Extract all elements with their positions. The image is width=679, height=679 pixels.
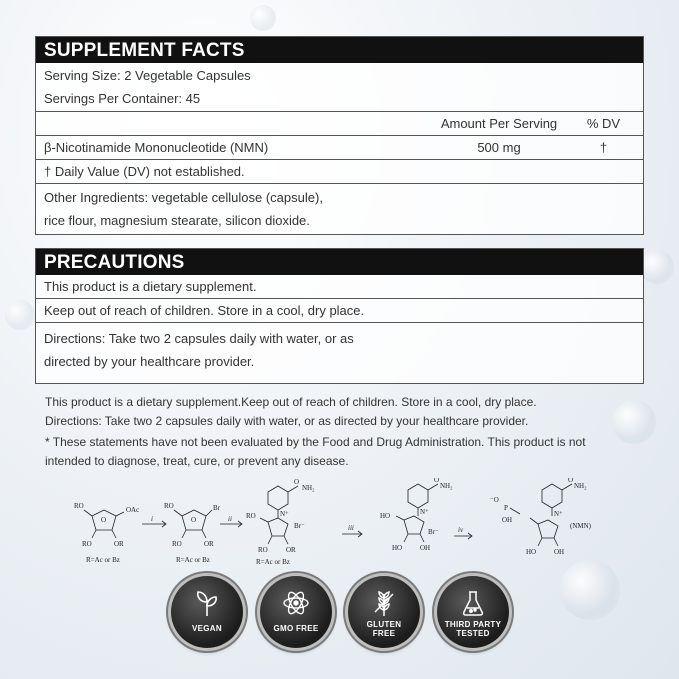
badge-label: GMO FREE xyxy=(273,624,319,633)
chem-label: OH xyxy=(420,544,431,552)
directions-line2: directed by your healthcare provider. xyxy=(44,354,255,369)
chem-label: NH₂ xyxy=(574,482,587,490)
chem-label: O xyxy=(568,478,574,484)
notes-line: * These statements have not been evaluated by the Food and Drug Administration. This product is not xyxy=(45,435,586,449)
serving-info-row xyxy=(36,63,643,111)
chem-label: OR xyxy=(114,540,124,548)
chem-label: N⁺ xyxy=(420,508,429,516)
directions-line1: Directions: Take two 2 capsules daily with water, or as xyxy=(44,331,354,346)
chem-label: R=Ac or Bz xyxy=(86,556,120,564)
badge-label: VEGAN xyxy=(192,624,222,633)
notes-line: Directions: Take two 2 capsules daily with water, or as directed by your healthcare provider. xyxy=(45,414,529,428)
directions-row xyxy=(36,322,643,383)
chem-label: ⁻O xyxy=(490,496,499,504)
chem-label: OAc xyxy=(126,506,140,514)
step-label: iii xyxy=(348,524,354,532)
ingredient-dv: † xyxy=(599,140,608,155)
precaution-line: Keep out of reach of children. Store in a cool, dry place. xyxy=(44,303,365,318)
chem-label: RO xyxy=(172,540,182,548)
badge-label: THIRD PARTY xyxy=(444,620,502,629)
background-bubble xyxy=(250,5,276,31)
step-label: i xyxy=(151,515,153,523)
chem-label: OR xyxy=(204,540,214,548)
chem-label: NH₂ xyxy=(302,484,315,492)
chem-label: P xyxy=(504,504,508,512)
gluten-free-badge xyxy=(348,576,420,648)
atom-icon xyxy=(281,588,311,618)
chem-label: R=Ac or Bz xyxy=(256,558,290,566)
precautions-panel xyxy=(35,248,644,384)
other-ingredients-line1: Other Ingredients: vegetable cellulose (capsule), xyxy=(44,190,323,205)
notes-line: This product is a dietary supplement.Keep out of reach of children. Store in a cool, dry place. xyxy=(45,395,537,409)
other-ingredients-line2: rice flour, magnesium stearate, silicon dioxide. xyxy=(44,213,310,228)
column-header-row xyxy=(36,111,643,135)
chem-label: O xyxy=(101,516,107,524)
badge-label: FREE xyxy=(372,629,396,638)
supplement-facts-heading: SUPPLEMENT FACTS xyxy=(36,37,643,63)
dv-note: † Daily Value (DV) not established. xyxy=(44,164,245,179)
other-ingredients-row xyxy=(36,183,643,234)
chem-label: RO xyxy=(164,502,174,510)
chem-label: HO xyxy=(392,544,403,552)
chem-label: HO xyxy=(380,512,391,520)
chem-label: N⁺ xyxy=(280,510,289,518)
supplement-facts-panel xyxy=(35,36,644,235)
ingredient-row xyxy=(36,135,643,159)
precaution-row xyxy=(36,298,643,322)
chem-label: Br⁻ xyxy=(428,528,439,536)
chem-label: O xyxy=(434,478,440,484)
ingredient-name: β-Nicotinamide Mononucleotide (NMN) xyxy=(44,140,269,155)
chem-label: RO xyxy=(246,512,256,520)
precautions-heading: PRECAUTIONS xyxy=(36,249,643,275)
badge-label: GLUTEN xyxy=(366,620,402,629)
chem-label: OH xyxy=(502,516,513,524)
chem-label: OH xyxy=(554,548,565,556)
dv-header: % DV xyxy=(586,116,621,131)
step-label: ii xyxy=(228,515,232,523)
badge-label: TESTED xyxy=(456,629,490,638)
notes-line: intended to diagnose, treat, cure, or prevent any disease. xyxy=(45,454,349,468)
background-bubble xyxy=(5,300,35,330)
chem-label: RO xyxy=(82,540,92,548)
servings-per-container: Servings Per Container: 45 xyxy=(44,91,201,106)
flask-icon xyxy=(458,588,488,618)
chem-label: NH₂ xyxy=(440,482,453,490)
chem-label: O xyxy=(191,516,197,524)
chem-label: (NMN) xyxy=(570,522,591,530)
chem-label: RO xyxy=(258,546,268,554)
chem-label: N⁺ xyxy=(554,510,563,518)
chem-label: RO xyxy=(74,502,84,510)
third-party-tested-badge xyxy=(437,576,509,648)
chem-label: Br⁻ xyxy=(294,522,305,530)
chem-label: O xyxy=(294,478,300,486)
chem-label: HO xyxy=(526,548,537,556)
dv-note-row xyxy=(36,159,643,183)
wheat-icon xyxy=(369,588,399,618)
ingredient-amount: 500 mg xyxy=(477,140,521,155)
amount-per-serving-header: Amount Per Serving xyxy=(440,116,558,131)
precaution-row xyxy=(36,275,643,298)
nmn-synthesis-diagram xyxy=(70,478,610,570)
precaution-line: This product is a dietary supplement. xyxy=(44,279,257,294)
gmo-free-badge xyxy=(260,576,332,648)
serving-size: Serving Size: 2 Vegetable Capsules xyxy=(44,68,251,83)
vegan-badge xyxy=(171,576,243,648)
chem-label: Br xyxy=(213,504,220,512)
disclaimer-notes xyxy=(45,393,645,471)
sprout-icon xyxy=(192,588,222,618)
background-bubble xyxy=(640,250,674,284)
step-label: iv xyxy=(458,526,464,534)
chem-label: OR xyxy=(286,546,296,554)
chem-label: R=Ac or Bz xyxy=(176,556,210,564)
